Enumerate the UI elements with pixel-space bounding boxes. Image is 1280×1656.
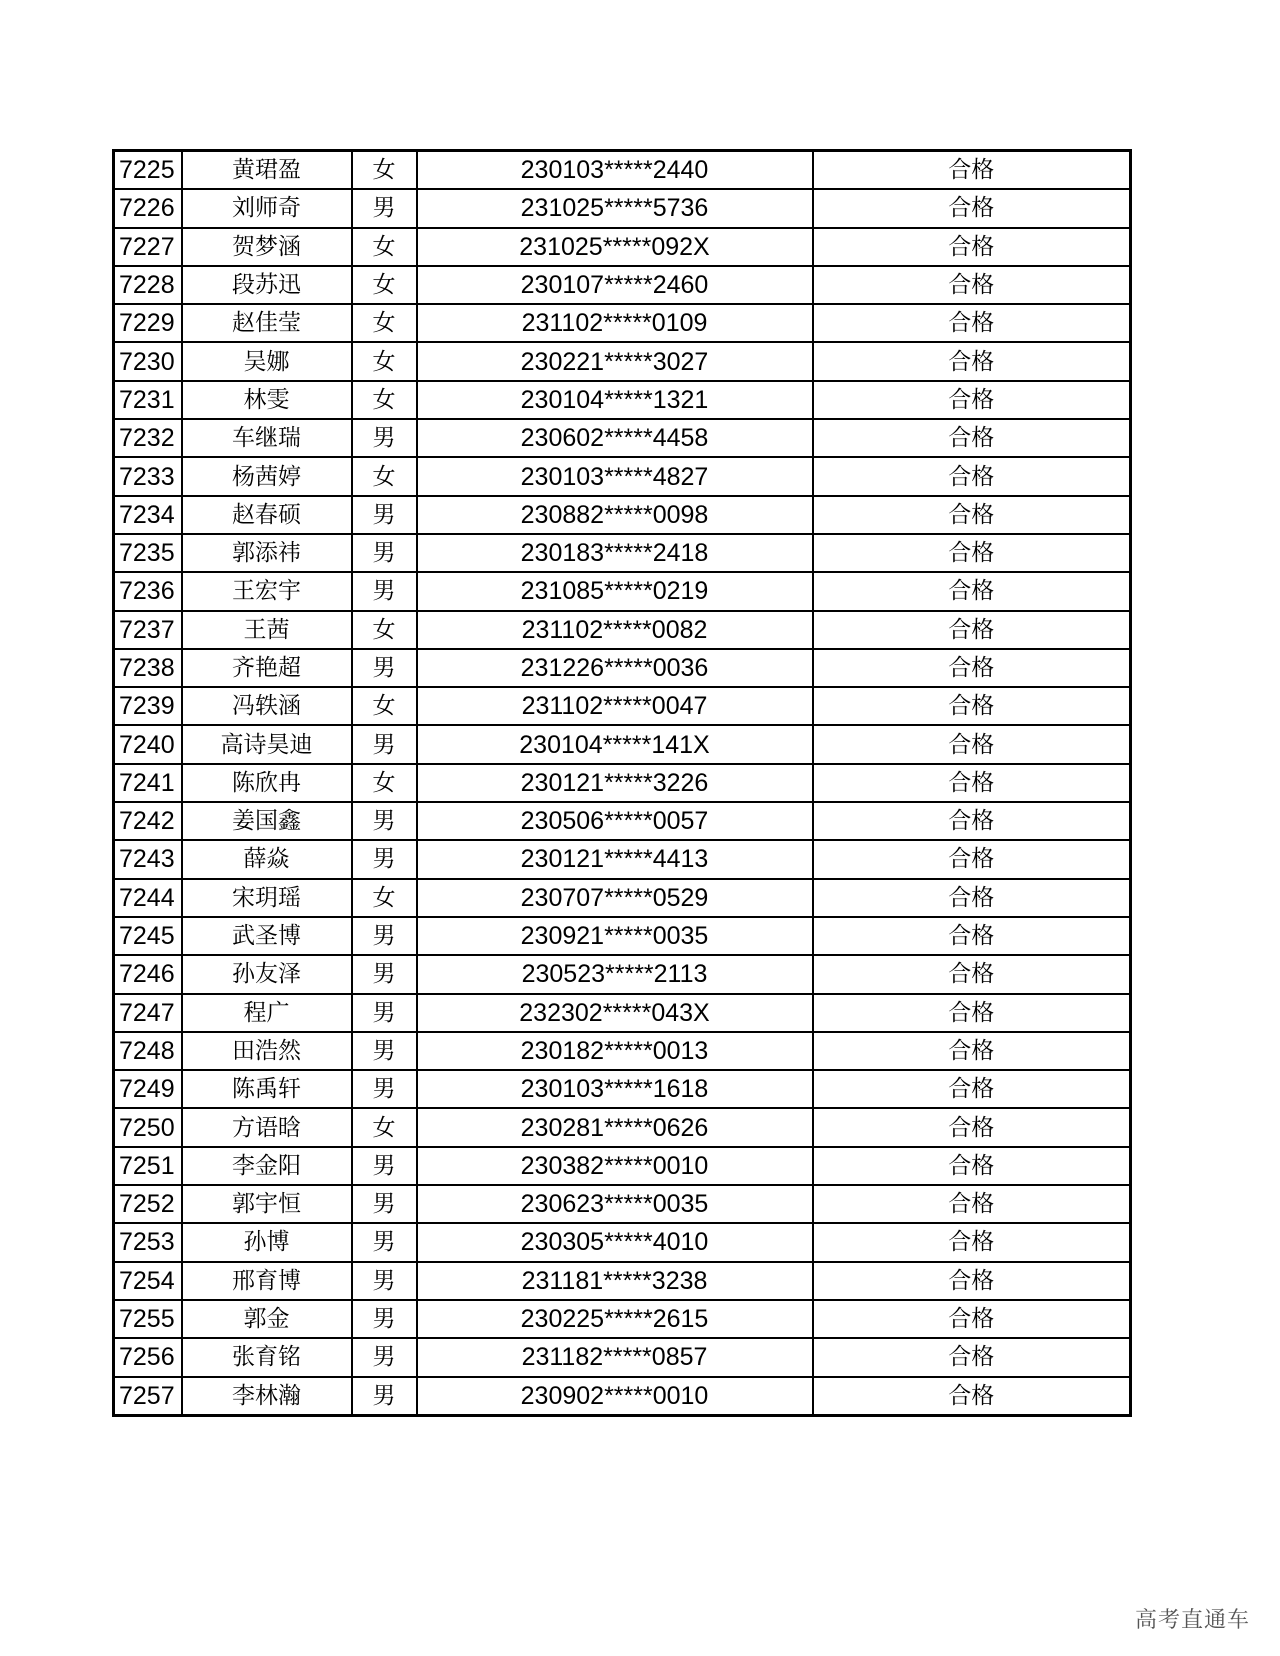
id-number: 230104*****1321 [417, 381, 813, 419]
candidate-name: 林雯 [182, 381, 352, 419]
table-row [114, 1223, 1131, 1261]
row-number: 7227 [114, 228, 182, 266]
result: 合格 [813, 840, 1131, 878]
table-row [114, 1338, 1131, 1376]
id-number: 232302*****043X [417, 994, 813, 1032]
table-row [114, 955, 1131, 993]
id-number: 231085*****0219 [417, 572, 813, 610]
gender: 男 [352, 572, 417, 610]
gender: 女 [352, 687, 417, 725]
gender: 男 [352, 1147, 417, 1185]
gender: 女 [352, 381, 417, 419]
candidate-name: 张育铭 [182, 1338, 352, 1376]
gender: 男 [352, 649, 417, 687]
candidate-name: 赵佳莹 [182, 304, 352, 342]
table-row [114, 151, 1131, 190]
gender: 男 [352, 725, 417, 763]
id-number: 231181*****3238 [417, 1262, 813, 1300]
table-row [114, 1070, 1131, 1108]
result: 合格 [813, 955, 1131, 993]
candidate-name: 郭宇恒 [182, 1185, 352, 1223]
row-number: 7246 [114, 955, 182, 993]
result: 合格 [813, 1185, 1131, 1223]
id-number: 230103*****2440 [417, 151, 813, 190]
table-row [114, 1377, 1131, 1416]
id-number: 230183*****2418 [417, 534, 813, 572]
gender: 女 [352, 228, 417, 266]
candidate-name: 郭金 [182, 1300, 352, 1338]
id-number: 231102*****0109 [417, 304, 813, 342]
row-number: 7237 [114, 611, 182, 649]
table-row [114, 649, 1131, 687]
table-row [114, 1108, 1131, 1146]
candidate-name: 高诗昊迪 [182, 725, 352, 763]
candidate-name: 段苏迅 [182, 266, 352, 304]
id-number: 230305*****4010 [417, 1223, 813, 1261]
table-row [114, 419, 1131, 457]
gender: 男 [352, 917, 417, 955]
gender: 男 [352, 189, 417, 227]
candidate-name: 陈欣冉 [182, 764, 352, 802]
row-number: 7252 [114, 1185, 182, 1223]
result: 合格 [813, 611, 1131, 649]
table-row [114, 917, 1131, 955]
gender: 男 [352, 1377, 417, 1416]
candidate-name: 赵春硕 [182, 496, 352, 534]
results-body [114, 151, 1131, 1416]
id-number: 230104*****141X [417, 725, 813, 763]
row-number: 7235 [114, 534, 182, 572]
candidate-name: 车继瑞 [182, 419, 352, 457]
id-number: 230882*****0098 [417, 496, 813, 534]
row-number: 7240 [114, 725, 182, 763]
result: 合格 [813, 419, 1131, 457]
id-number: 230523*****2113 [417, 955, 813, 993]
result: 合格 [813, 1032, 1131, 1070]
row-number: 7250 [114, 1108, 182, 1146]
id-number: 230121*****3226 [417, 764, 813, 802]
candidate-name: 方语晗 [182, 1108, 352, 1146]
table-row [114, 1185, 1131, 1223]
gender: 男 [352, 1262, 417, 1300]
row-number: 7243 [114, 840, 182, 878]
row-number: 7247 [114, 994, 182, 1032]
id-number: 230623*****0035 [417, 1185, 813, 1223]
row-number: 7253 [114, 1223, 182, 1261]
row-number: 7230 [114, 342, 182, 380]
result: 合格 [813, 687, 1131, 725]
id-number: 230902*****0010 [417, 1377, 813, 1416]
row-number: 7229 [114, 304, 182, 342]
candidate-name: 王茜 [182, 611, 352, 649]
table-row [114, 1032, 1131, 1070]
candidate-name: 宋玥瑶 [182, 879, 352, 917]
row-number: 7225 [114, 151, 182, 190]
row-number: 7236 [114, 572, 182, 610]
table-row [114, 879, 1131, 917]
candidate-name: 王宏宇 [182, 572, 352, 610]
table-row [114, 457, 1131, 495]
id-number: 230506*****0057 [417, 802, 813, 840]
row-number: 7228 [114, 266, 182, 304]
row-number: 7248 [114, 1032, 182, 1070]
id-number: 230221*****3027 [417, 342, 813, 380]
id-number: 230602*****4458 [417, 419, 813, 457]
gender: 男 [352, 1338, 417, 1376]
gender: 男 [352, 534, 417, 572]
results-table [112, 149, 1132, 1417]
candidate-name: 田浩然 [182, 1032, 352, 1070]
table-row [114, 994, 1131, 1032]
table-row [114, 534, 1131, 572]
table-row [114, 1262, 1131, 1300]
result: 合格 [813, 1108, 1131, 1146]
result: 合格 [813, 496, 1131, 534]
table-row [114, 304, 1131, 342]
gender: 女 [352, 342, 417, 380]
gender: 男 [352, 1223, 417, 1261]
result: 合格 [813, 725, 1131, 763]
gender: 女 [352, 457, 417, 495]
result: 合格 [813, 189, 1131, 227]
row-number: 7245 [114, 917, 182, 955]
id-number: 231182*****0857 [417, 1338, 813, 1376]
result: 合格 [813, 151, 1131, 190]
id-number: 230182*****0013 [417, 1032, 813, 1070]
table-row [114, 228, 1131, 266]
id-number: 230103*****4827 [417, 457, 813, 495]
id-number: 230103*****1618 [417, 1070, 813, 1108]
gender: 男 [352, 802, 417, 840]
row-number: 7255 [114, 1300, 182, 1338]
gender: 男 [352, 840, 417, 878]
table-row [114, 572, 1131, 610]
gender: 男 [352, 496, 417, 534]
row-number: 7231 [114, 381, 182, 419]
gender: 男 [352, 1185, 417, 1223]
result: 合格 [813, 342, 1131, 380]
gender: 男 [352, 994, 417, 1032]
result: 合格 [813, 457, 1131, 495]
table-row [114, 687, 1131, 725]
row-number: 7239 [114, 687, 182, 725]
id-number: 230107*****2460 [417, 266, 813, 304]
table-row [114, 189, 1131, 227]
candidate-name: 黄珺盈 [182, 151, 352, 190]
candidate-name: 李林瀚 [182, 1377, 352, 1416]
id-number: 231102*****0082 [417, 611, 813, 649]
result: 合格 [813, 534, 1131, 572]
table-row [114, 725, 1131, 763]
table-row [114, 764, 1131, 802]
id-number: 231025*****092X [417, 228, 813, 266]
candidate-name: 武圣博 [182, 917, 352, 955]
result: 合格 [813, 1147, 1131, 1185]
id-number: 230225*****2615 [417, 1300, 813, 1338]
candidate-name: 程广 [182, 994, 352, 1032]
result: 合格 [813, 1338, 1131, 1376]
row-number: 7257 [114, 1377, 182, 1416]
id-number: 230121*****4413 [417, 840, 813, 878]
id-number: 230382*****0010 [417, 1147, 813, 1185]
table-row [114, 1300, 1131, 1338]
watermark: 高考直通车 [1134, 1608, 1250, 1633]
result: 合格 [813, 266, 1131, 304]
result: 合格 [813, 1377, 1131, 1416]
id-number: 230921*****0035 [417, 917, 813, 955]
candidate-name: 冯轶涵 [182, 687, 352, 725]
table-row [114, 840, 1131, 878]
id-number: 231226*****0036 [417, 649, 813, 687]
candidate-name: 陈禹轩 [182, 1070, 352, 1108]
result: 合格 [813, 1300, 1131, 1338]
table-row [114, 266, 1131, 304]
candidate-name: 李金阳 [182, 1147, 352, 1185]
result: 合格 [813, 304, 1131, 342]
gender: 女 [352, 151, 417, 190]
result: 合格 [813, 381, 1131, 419]
row-number: 7242 [114, 802, 182, 840]
gender: 男 [352, 955, 417, 993]
row-number: 7254 [114, 1262, 182, 1300]
result: 合格 [813, 228, 1131, 266]
id-number: 230281*****0626 [417, 1108, 813, 1146]
candidate-name: 郭添祎 [182, 534, 352, 572]
candidate-name: 吴娜 [182, 342, 352, 380]
candidate-name: 贺梦涵 [182, 228, 352, 266]
result: 合格 [813, 917, 1131, 955]
gender: 女 [352, 611, 417, 649]
candidate-name: 齐艳超 [182, 649, 352, 687]
gender: 女 [352, 304, 417, 342]
id-number: 230707*****0529 [417, 879, 813, 917]
candidate-name: 刘师奇 [182, 189, 352, 227]
id-number: 231102*****0047 [417, 687, 813, 725]
gender: 男 [352, 1032, 417, 1070]
candidate-name: 孙博 [182, 1223, 352, 1261]
table-row [114, 611, 1131, 649]
gender: 女 [352, 1108, 417, 1146]
gender: 男 [352, 419, 417, 457]
result: 合格 [813, 1223, 1131, 1261]
candidate-name: 杨茜婷 [182, 457, 352, 495]
row-number: 7226 [114, 189, 182, 227]
result: 合格 [813, 649, 1131, 687]
id-number: 231025*****5736 [417, 189, 813, 227]
gender: 女 [352, 879, 417, 917]
row-number: 7233 [114, 457, 182, 495]
candidate-name: 薛焱 [182, 840, 352, 878]
result: 合格 [813, 572, 1131, 610]
result: 合格 [813, 1070, 1131, 1108]
result: 合格 [813, 764, 1131, 802]
table-row [114, 802, 1131, 840]
row-number: 7256 [114, 1338, 182, 1376]
row-number: 7251 [114, 1147, 182, 1185]
row-number: 7232 [114, 419, 182, 457]
gender: 男 [352, 1070, 417, 1108]
row-number: 7244 [114, 879, 182, 917]
row-number: 7241 [114, 764, 182, 802]
gender: 女 [352, 266, 417, 304]
table-row [114, 381, 1131, 419]
table-row [114, 1147, 1131, 1185]
gender: 男 [352, 1300, 417, 1338]
row-number: 7234 [114, 496, 182, 534]
candidate-name: 邢育博 [182, 1262, 352, 1300]
result: 合格 [813, 802, 1131, 840]
candidate-name: 孙友泽 [182, 955, 352, 993]
row-number: 7238 [114, 649, 182, 687]
result: 合格 [813, 994, 1131, 1032]
row-number: 7249 [114, 1070, 182, 1108]
gender: 女 [352, 764, 417, 802]
table-row [114, 342, 1131, 380]
candidate-name: 姜国鑫 [182, 802, 352, 840]
result: 合格 [813, 1262, 1131, 1300]
result: 合格 [813, 879, 1131, 917]
table-row [114, 496, 1131, 534]
